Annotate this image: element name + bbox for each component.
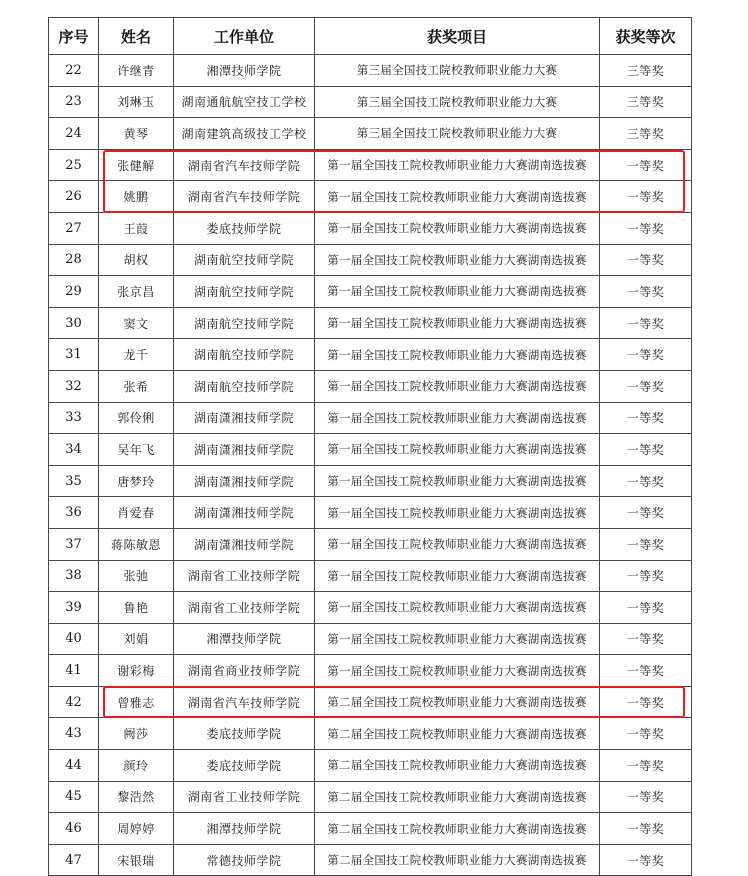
award-project: 第二届全国技工院校教师职业能力大赛湖南选拔赛	[315, 686, 600, 718]
employer: 湖南省商业技师学院	[174, 655, 315, 687]
employer: 常德技师学院	[174, 844, 315, 876]
award-project: 第一届全国技工院校教师职业能力大赛湖南选拔赛	[315, 560, 600, 592]
winner-name: 周婷婷	[99, 813, 174, 845]
table-row	[49, 592, 692, 624]
row-index: 44	[49, 750, 99, 782]
award-project: 第一届全国技工院校教师职业能力大赛湖南选拔赛	[315, 212, 600, 244]
award-project: 第一届全国技工院校教师职业能力大赛湖南选拔赛	[315, 370, 600, 402]
row-index: 40	[49, 623, 99, 655]
row-index: 29	[49, 276, 99, 308]
row-index: 38	[49, 560, 99, 592]
table-row	[49, 149, 692, 181]
table-row	[49, 244, 692, 276]
table-row	[49, 402, 692, 434]
award-project: 第二届全国技工院校教师职业能力大赛湖南选拔赛	[315, 781, 600, 813]
table-row	[49, 781, 692, 813]
winner-name: 蒋陈敏恩	[99, 528, 174, 560]
row-index: 32	[49, 370, 99, 402]
row-index: 24	[49, 118, 99, 150]
table-row	[49, 434, 692, 466]
employer: 娄底技师学院	[174, 212, 315, 244]
header-index: 序号	[49, 18, 99, 55]
award-level: 一等奖	[600, 781, 692, 813]
table-row	[49, 813, 692, 845]
table-row	[49, 497, 692, 529]
employer: 湖南通航航空技工学校	[174, 86, 315, 118]
employer: 湖南航空技师学院	[174, 307, 315, 339]
winner-name: 鲁艳	[99, 592, 174, 624]
award-project: 第二届全国技工院校教师职业能力大赛湖南选拔赛	[315, 750, 600, 782]
award-level: 一等奖	[600, 718, 692, 750]
award-level: 一等奖	[600, 844, 692, 876]
winner-name: 窦文	[99, 307, 174, 339]
row-index: 36	[49, 497, 99, 529]
table-row	[49, 339, 692, 371]
row-index: 31	[49, 339, 99, 371]
table-row	[49, 528, 692, 560]
award-level: 一等奖	[600, 276, 692, 308]
award-level: 一等奖	[600, 528, 692, 560]
winner-name: 肖爱春	[99, 497, 174, 529]
row-index: 26	[49, 181, 99, 213]
award-level: 三等奖	[600, 86, 692, 118]
award-project: 第三届全国技工院校教师职业能力大赛	[315, 86, 600, 118]
table-row	[49, 560, 692, 592]
employer: 湘潭技师学院	[174, 55, 315, 87]
winner-name: 刘娟	[99, 623, 174, 655]
winner-name: 张健解	[99, 149, 174, 181]
table-row	[49, 623, 692, 655]
winner-name: 郭伶俐	[99, 402, 174, 434]
table-row	[49, 86, 692, 118]
award-project: 第三届全国技工院校教师职业能力大赛	[315, 118, 600, 150]
row-index: 23	[49, 86, 99, 118]
row-index: 37	[49, 528, 99, 560]
row-index: 22	[49, 55, 99, 87]
employer: 湘潭技师学院	[174, 813, 315, 845]
award-project: 第一届全国技工院校教师职业能力大赛湖南选拔赛	[315, 244, 600, 276]
winner-name: 姚鹏	[99, 181, 174, 213]
award-project: 第一届全国技工院校教师职业能力大赛湖南选拔赛	[315, 434, 600, 466]
award-level: 一等奖	[600, 560, 692, 592]
winner-name: 曾雅志	[99, 686, 174, 718]
award-project: 第一届全国技工院校教师职业能力大赛湖南选拔赛	[315, 149, 600, 181]
employer: 娄底技师学院	[174, 750, 315, 782]
winner-name: 黄琴	[99, 118, 174, 150]
award-level: 一等奖	[600, 307, 692, 339]
award-level: 一等奖	[600, 686, 692, 718]
row-index: 28	[49, 244, 99, 276]
award-level: 一等奖	[600, 434, 692, 466]
winner-name: 张希	[99, 370, 174, 402]
table-body	[49, 55, 692, 876]
award-level: 一等奖	[600, 813, 692, 845]
award-level: 一等奖	[600, 465, 692, 497]
winner-name: 刘琳玉	[99, 86, 174, 118]
employer: 娄底技师学院	[174, 718, 315, 750]
award-level: 一等奖	[600, 370, 692, 402]
winner-name: 谢彩梅	[99, 655, 174, 687]
winner-name: 张京昌	[99, 276, 174, 308]
employer: 湖南航空技师学院	[174, 276, 315, 308]
award-level: 一等奖	[600, 149, 692, 181]
winner-name: 龙千	[99, 339, 174, 371]
table-row	[49, 55, 692, 87]
award-project: 第一届全国技工院校教师职业能力大赛湖南选拔赛	[315, 181, 600, 213]
winner-name: 黎浩然	[99, 781, 174, 813]
award-project: 第一届全国技工院校教师职业能力大赛湖南选拔赛	[315, 655, 600, 687]
table-header-row	[49, 18, 692, 55]
employer: 湖南省工业技师学院	[174, 560, 315, 592]
row-index: 27	[49, 212, 99, 244]
row-index: 34	[49, 434, 99, 466]
award-project: 第一届全国技工院校教师职业能力大赛湖南选拔赛	[315, 465, 600, 497]
header-name: 姓名	[99, 18, 174, 55]
winner-name: 阙莎	[99, 718, 174, 750]
employer: 湖南省汽车技师学院	[174, 686, 315, 718]
employer: 湖南省工业技师学院	[174, 592, 315, 624]
table-row	[49, 276, 692, 308]
table-row	[49, 686, 692, 718]
header-award-level: 获奖等次	[600, 18, 692, 55]
award-level: 一等奖	[600, 623, 692, 655]
winner-name: 颜玲	[99, 750, 174, 782]
award-project: 第一届全国技工院校教师职业能力大赛湖南选拔赛	[315, 339, 600, 371]
award-project: 第一届全国技工院校教师职业能力大赛湖南选拔赛	[315, 623, 600, 655]
award-level: 三等奖	[600, 55, 692, 87]
employer: 湖南潇湘技师学院	[174, 528, 315, 560]
table-row	[49, 370, 692, 402]
header-employer: 工作单位	[174, 18, 315, 55]
winner-name: 吴年飞	[99, 434, 174, 466]
winner-name: 王葭	[99, 212, 174, 244]
header-award-project: 获奖项目	[315, 18, 600, 55]
award-level: 一等奖	[600, 750, 692, 782]
award-level: 一等奖	[600, 497, 692, 529]
table-row	[49, 844, 692, 876]
row-index: 41	[49, 655, 99, 687]
award-project: 第二届全国技工院校教师职业能力大赛湖南选拔赛	[315, 718, 600, 750]
award-project: 第一届全国技工院校教师职业能力大赛湖南选拔赛	[315, 592, 600, 624]
employer: 湖南潇湘技师学院	[174, 402, 315, 434]
employer: 湖南建筑高级技工学校	[174, 118, 315, 150]
awards-table	[48, 17, 692, 876]
table-row	[49, 750, 692, 782]
award-level: 三等奖	[600, 118, 692, 150]
award-project: 第一届全国技工院校教师职业能力大赛湖南选拔赛	[315, 497, 600, 529]
award-project: 第一届全国技工院校教师职业能力大赛湖南选拔赛	[315, 528, 600, 560]
employer: 湖南潇湘技师学院	[174, 497, 315, 529]
award-project: 第二届全国技工院校教师职业能力大赛湖南选拔赛	[315, 813, 600, 845]
winner-name: 唐梦玲	[99, 465, 174, 497]
award-level: 一等奖	[600, 655, 692, 687]
row-index: 42	[49, 686, 99, 718]
row-index: 30	[49, 307, 99, 339]
award-level: 一等奖	[600, 244, 692, 276]
award-project: 第一届全国技工院校教师职业能力大赛湖南选拔赛	[315, 402, 600, 434]
table-row	[49, 718, 692, 750]
award-level: 一等奖	[600, 339, 692, 371]
award-level: 一等奖	[600, 592, 692, 624]
row-index: 35	[49, 465, 99, 497]
row-index: 47	[49, 844, 99, 876]
employer: 湖南省汽车技师学院	[174, 181, 315, 213]
row-index: 45	[49, 781, 99, 813]
award-project: 第一届全国技工院校教师职业能力大赛湖南选拔赛	[315, 307, 600, 339]
award-project: 第三届全国技工院校教师职业能力大赛	[315, 55, 600, 87]
employer: 湘潭技师学院	[174, 623, 315, 655]
row-index: 25	[49, 149, 99, 181]
award-project: 第二届全国技工院校教师职业能力大赛湖南选拔赛	[315, 844, 600, 876]
award-project: 第一届全国技工院校教师职业能力大赛湖南选拔赛	[315, 276, 600, 308]
table-row	[49, 655, 692, 687]
award-level: 一等奖	[600, 212, 692, 244]
award-level: 一等奖	[600, 181, 692, 213]
table-row	[49, 118, 692, 150]
winner-name: 许继青	[99, 55, 174, 87]
table-row	[49, 212, 692, 244]
employer: 湖南省工业技师学院	[174, 781, 315, 813]
row-index: 39	[49, 592, 99, 624]
row-index: 43	[49, 718, 99, 750]
row-index: 33	[49, 402, 99, 434]
winner-name: 宋银瑞	[99, 844, 174, 876]
employer: 湖南省汽车技师学院	[174, 149, 315, 181]
employer: 湖南航空技师学院	[174, 339, 315, 371]
row-index: 46	[49, 813, 99, 845]
employer: 湖南潇湘技师学院	[174, 434, 315, 466]
table-row	[49, 181, 692, 213]
employer: 湖南航空技师学院	[174, 370, 315, 402]
winner-name: 张弛	[99, 560, 174, 592]
table-row	[49, 307, 692, 339]
award-level: 一等奖	[600, 402, 692, 434]
winner-name: 胡权	[99, 244, 174, 276]
employer: 湖南航空技师学院	[174, 244, 315, 276]
employer: 湖南潇湘技师学院	[174, 465, 315, 497]
table-row	[49, 465, 692, 497]
